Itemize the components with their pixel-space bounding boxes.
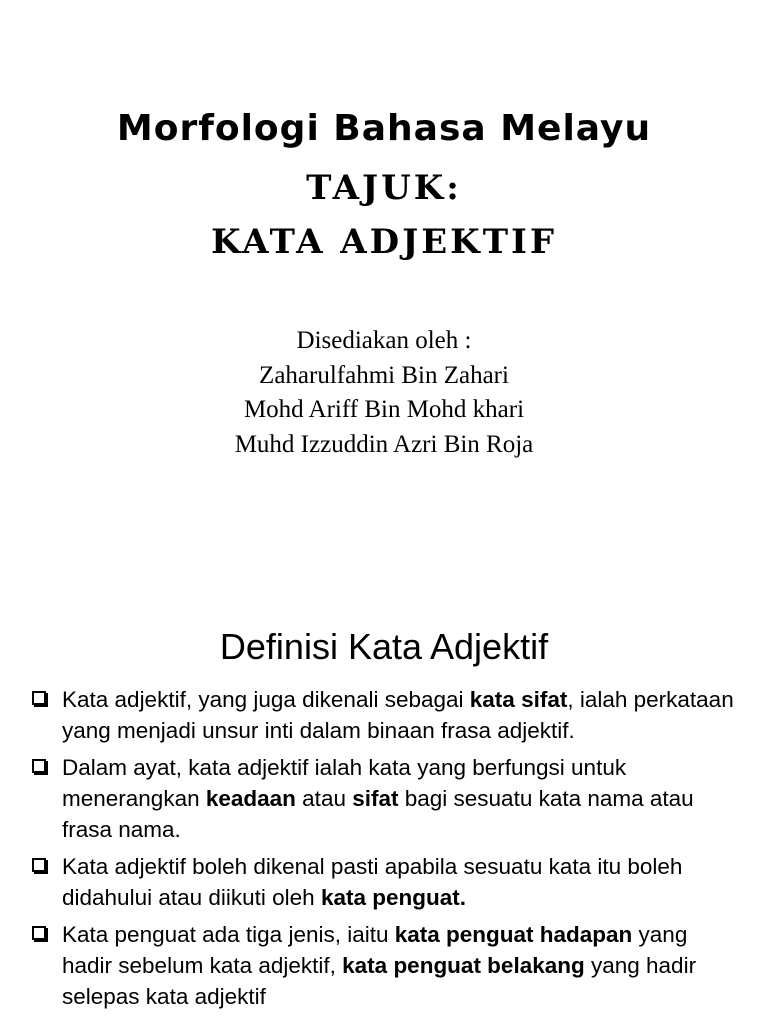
bullet-list — [32, 684, 742, 1018]
credits-block — [0, 324, 768, 462]
tajuk-label: TAJUK: — [306, 168, 462, 208]
definition-slide — [0, 590, 768, 1024]
author-name: Muhd Izzuddin Azri Bin Roja — [234, 430, 534, 458]
author-name: Zaharulfahmi Bin Zahari — [259, 361, 509, 389]
checkbox-bullet-icon — [32, 691, 46, 705]
checkbox-bullet-icon — [32, 759, 46, 773]
prepared-by-label: Disediakan oleh : — [296, 327, 472, 354]
list-item: Kata adjektif, yang juga dikenali sebagai kata sifat, ialah perkataan yang menjadi unsur inti dalam binaan frasa adjektif. — [32, 684, 742, 746]
topic-title: KATA ADJEKTIF — [210, 222, 558, 262]
checkbox-bullet-icon — [32, 858, 46, 872]
slide-heading: Definisi Kata Adjektif — [219, 626, 549, 667]
list-item: Kata penguat ada tiga jenis, iaitu kata penguat hadapan yang hadir sebelum kata adjektif, kata penguat belakang yang hadir selepas kata adjektif — [32, 919, 742, 1012]
slide-title: Morfologi Bahasa Melayu — [116, 108, 652, 149]
checkbox-bullet-icon — [32, 926, 46, 940]
list-item: Kata adjektif boleh dikenal pasti apabila sesuatu kata itu boleh didahului atau diikuti oleh kata penguat. — [32, 851, 742, 913]
author-name: Mohd Ariff Bin Mohd khari — [243, 396, 525, 423]
list-item: Dalam ayat, kata adjektif ialah kata yang berfungsi untuk menerangkan keadaan atau sifat bagi sesuatu kata nama atau frasa nama. — [32, 752, 742, 845]
